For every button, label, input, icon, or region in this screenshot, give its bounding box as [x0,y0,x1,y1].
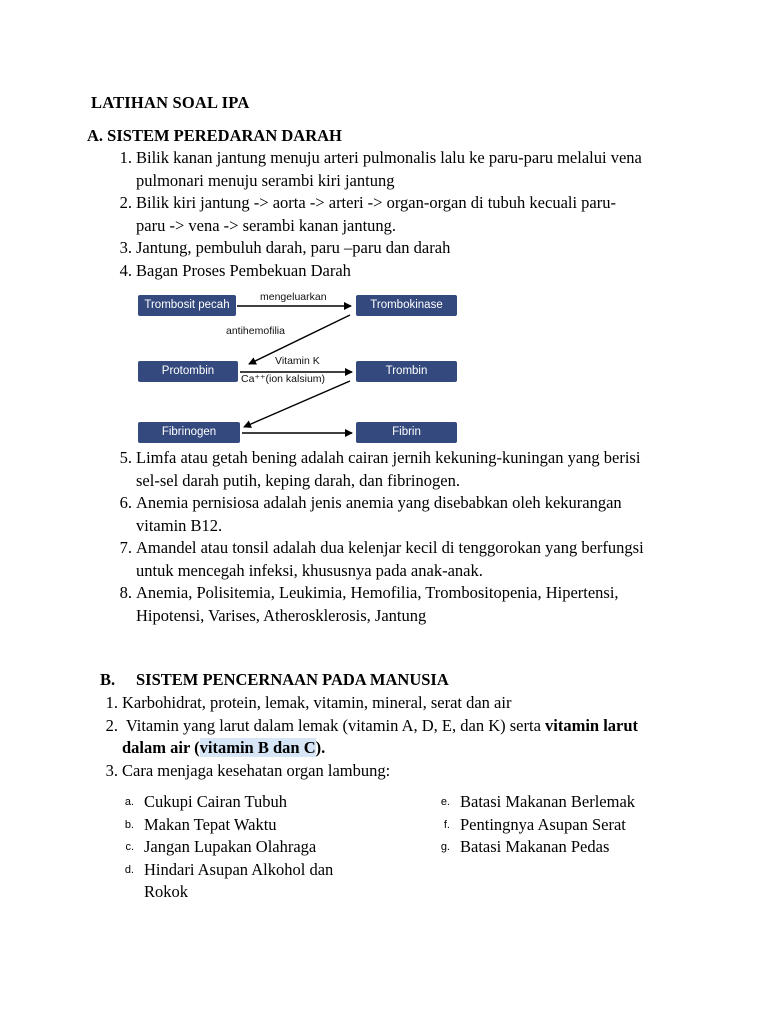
box-trombin: Trombin [356,361,457,382]
section-b-list [96,692,696,782]
section-a-list-bottom [110,447,710,627]
label-antihemofilia: antihemofilia [226,325,285,337]
tip-item: e. Batasi Makanan Berlemak [440,792,636,811]
box-fibrinogen: Fibrinogen [138,422,240,443]
blood-clotting-diagram [138,290,460,446]
section-b-letter: B. [100,670,116,689]
list-item: 6. Anemia pernisiosa adalah jenis anemia yang disebabkan oleh kekurangan vitamin B12. [119,493,622,535]
section-b-heading: SISTEM PENCERNAAN PADA MANUSIA [136,670,449,689]
list-item: 3. Jantung, pembuluh darah, paru –paru dan darah [119,238,451,257]
list-item: 7. Amandel atau tonsil adalah dua kelenjar kecil di tenggorokan yang berfungsi untuk mencegah infeksi, khususnya pada anak-anak. [119,538,644,580]
list-item: 3. Cara menjaga kesehatan organ lambung: [105,760,391,780]
page-title: LATIHAN SOAL IPA [91,93,250,112]
list-item: 2. Vitamin yang larut dalam lemak (vitamin A, D, E, dan K) serta vitamin larut dalam air (vitamin B dan C). [105,715,639,757]
tips-left-column [120,791,420,904]
box-fibrin: Fibrin [356,422,457,443]
list-item: 4. Bagan Proses Pembekuan Darah [119,260,351,280]
tip-item: b. Makan Tepat Waktu [124,814,277,834]
highlighted-text: vitamin B dan C [199,738,316,757]
tip-item: d. Hindari Asupan Alkohol dan Rokok [124,859,334,901]
list-item: 5. Limfa atau getah bening adalah cairan jernih kekuning-kuningan yang berisi sel-sel darah putih, keping darah, dan fibrinogen. [119,448,641,490]
tip-item: a. Cukupi Cairan Tubuh [124,792,288,811]
box-trombokinase: Trombokinase [356,295,457,316]
box-protombin: Protombin [138,361,238,382]
label-mengeluarkan: mengeluarkan [260,291,327,303]
tip-item: f. Pentingnya Asupan Serat [443,814,626,834]
section-a-list-top [110,147,710,282]
tip-item: g. Batasi Makanan Pedas [440,837,610,856]
tip-item: c. Jangan Lupakan Olahraga [125,837,317,856]
list-item: 2. Bilik kiri jantung -> aorta -> arteri -> organ-organ di tubuh kecuali paru- paru -> vena -> serambi kanan jantung. [119,193,616,235]
box-trombosit-pecah: Trombosit pecah [138,295,236,316]
arrow-trombin-to-fibrinogen [244,381,350,427]
list-item: 1. Karbohidrat, protein, lemak, vitamin, mineral, serat dan air [105,693,512,712]
list-item: 1. Bilik kanan jantung menuju arteri pulmonalis lalu ke paru-paru melalui vena pulmonari menuju serambi kiri jantung [119,148,642,190]
list-item: 8. Anemia, Polisitemia, Leukimia, Hemofilia, Trombositopenia, Hipertensi, Hipotensi, Varises, Atherosklerosis, Jantung [119,583,619,625]
label-vitamin-k: Vitamin K [275,355,320,367]
section-a-heading: A. SISTEM PEREDARAN DARAH [87,126,342,145]
label-ion-kalsium: Ca⁺⁺(ion kalsium) [241,373,326,385]
tips-right-column [436,791,736,859]
